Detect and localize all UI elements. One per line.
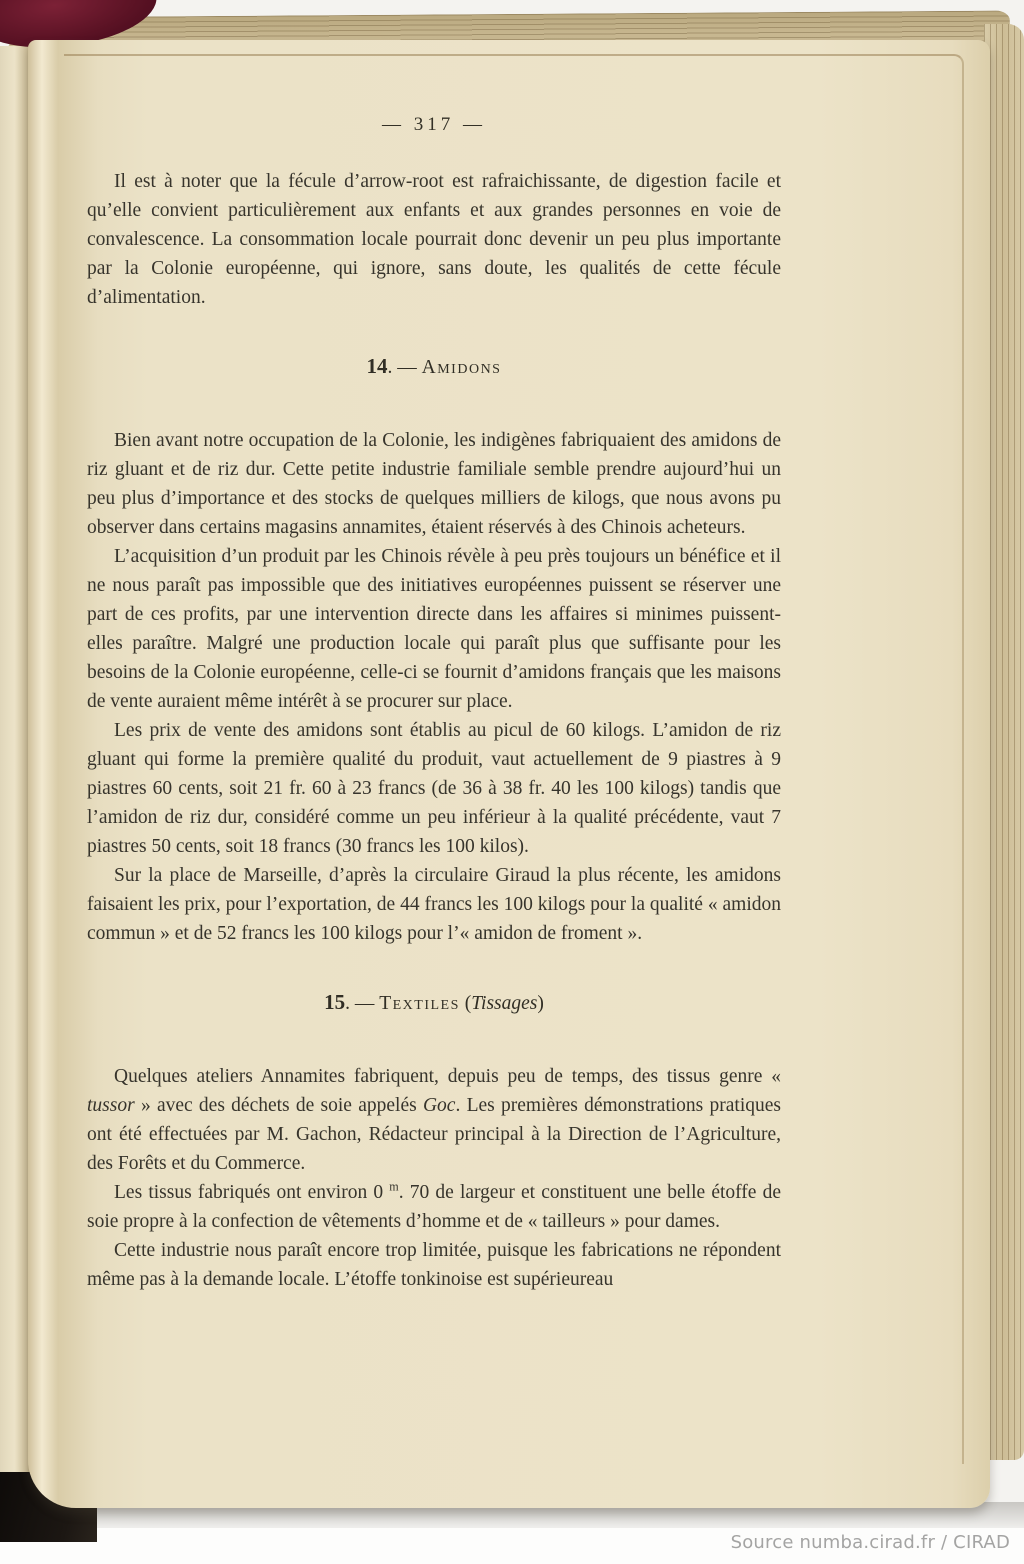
text-segment: 14 <box>366 354 388 378</box>
text-segment: L’acquisition d’un produit par les Chinois révèle à peu près toujours un bénéfice et il ne nous paraît pas impossible que des initiatives européennes puissent se réserver une part de ces profits, par une intervention directe dans les affaires si minimes puissent-elles paraître. Malgré une production locale qui paraît plus que suffisante pour les besoins de la Colonie européenne, celle-ci se fournit d’amidons français que les maisons de vente auraient même intérêt à se procurer sur place. <box>87 546 781 712</box>
text-segment: Quelques ateliers Annamites fabriquent, depuis peu de temps, des tissus genre « <box>114 1066 781 1087</box>
text-segment: . 70 de largeur et constituent une belle étoffe de soie propre à la confection de vêtements d’homme et de « tailleurs » pour dames. <box>87 1182 782 1232</box>
text-segment: ( <box>459 993 472 1014</box>
text-segment: » avec des déchets de soie appelés <box>134 1095 423 1116</box>
text-segment: . — <box>345 993 380 1014</box>
text-segment: Il est à noter que la fécule d’arrow-root est rafraichissante, de digestion facile et qu’elle convient particulièrement aux enfants et aux grandes personnes en voie de convalescence. La consommation locale pourrait donc devenir un peu plus importante par la Colonie européenne, qui ignore, sans doute, les qualités de cette fécule d’alimentation. <box>87 171 781 308</box>
page-content <box>87 110 781 1294</box>
paragraph <box>87 542 781 716</box>
text-segment: Textiles <box>379 993 460 1014</box>
text-segment: Tissages <box>471 993 538 1014</box>
section-heading-amidons <box>87 352 781 382</box>
text-segment: ) <box>537 993 544 1014</box>
text-segment: Cette industrie nous paraît encore trop limitée, puisque les fabrications ne répondent même pas à la demande locale. L’étoffe tonkinoise est supérieureau <box>87 1240 781 1290</box>
paragraph <box>87 861 781 948</box>
paragraph <box>87 426 781 542</box>
text-segment: . — <box>387 357 422 378</box>
text-segment: tussor <box>87 1095 135 1116</box>
section-heading-textiles <box>87 988 781 1018</box>
paragraph <box>87 1236 781 1294</box>
paragraph <box>87 1178 781 1236</box>
text-segment: Sur la place de Marseille, d’après la circulaire Giraud la plus récente, les amidons faisaient les prix, pour l’exportation, de 44 francs les 100 kilogs pour la qualité « amidon commun » et de 52 francs les 100 kilogs pour l’« amidon de froment ». <box>87 865 781 944</box>
source-attribution: Source numba.cirad.fr / CIRAD <box>730 1532 1010 1553</box>
paragraph <box>87 167 781 312</box>
text-segment: Bien avant notre occupation de la Colonie, les indigènes fabriquaient des amidons de riz gluant et de riz dur. Cette petite industrie familiale semble prendre aujourd’hui un peu plus d’importance et des stocks de quelques milliers de kilogs, que nous avons pu observer dans certains magasins annamites, étaient réservés à des Chinois acheteurs. <box>87 430 781 538</box>
text-segment: m <box>389 1179 399 1194</box>
paragraph <box>87 716 781 861</box>
text-segment: Les prix de vente des amidons sont établis au picul de 60 kilogs. L’amidon de riz gluant qui forme la première qualité du produit, vaut actuellement de 9 piastres à 9 piastres 60 cents, soit 21 fr. 60 à 23 francs (de 36 à 38 fr. 40 les 100 kilogs) tandis que l’amidon de riz dur, considéré comme un peu inférieur à la qualité précédente, vaut 7 piastres 50 cents, soit 18 francs (30 francs les 100 kilos). <box>87 720 781 857</box>
text-segment: 15 <box>324 990 346 1014</box>
text-segment: Les tissus fabriqués ont environ 0 <box>114 1182 390 1203</box>
text-segment: Amidons <box>421 357 502 378</box>
paragraph <box>87 1062 781 1178</box>
text-segment: . Les premières démonstrations pratiques ont été effectuées par M. Gachon, Rédacteur principal à la Direction de l’Agriculture, des Forêts et du Commerce. <box>87 1095 781 1174</box>
page-number: — 317 — <box>382 114 486 135</box>
book-page-edges-right <box>984 24 1024 1460</box>
text-segment: Goc <box>422 1095 456 1116</box>
